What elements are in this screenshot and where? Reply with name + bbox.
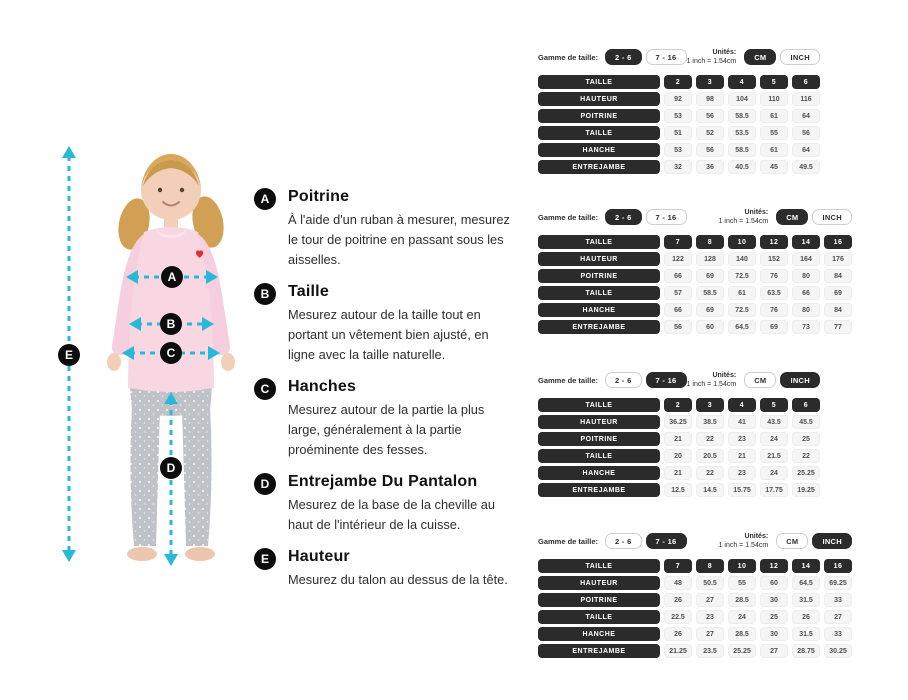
size-value-cell: 69 bbox=[696, 269, 724, 283]
measure-title: Hauteur bbox=[288, 548, 350, 565]
size-col-header: 16 bbox=[824, 235, 852, 249]
measure-letter: C bbox=[260, 382, 270, 396]
row-label-pill: HAUTEUR bbox=[538, 576, 660, 590]
size-value-cell: 36.25 bbox=[664, 415, 692, 429]
size-col-header: 3 bbox=[696, 398, 724, 412]
units-note bbox=[719, 532, 769, 550]
units-label: Unités: bbox=[712, 49, 737, 56]
size-value-cell: 25.25 bbox=[792, 466, 820, 480]
table-row bbox=[538, 320, 852, 334]
size-value-cell: 22.5 bbox=[664, 610, 692, 624]
size-value-cell: 57 bbox=[664, 286, 692, 300]
header-row bbox=[538, 398, 820, 412]
size-value-cell: 84 bbox=[824, 269, 852, 283]
size-value-cell: 27 bbox=[760, 644, 788, 658]
size-value-cell: 36 bbox=[696, 160, 724, 174]
table-row bbox=[538, 286, 852, 300]
size-value-cell: 23 bbox=[696, 610, 724, 624]
size-value-cell: 24 bbox=[728, 610, 756, 624]
size-grid bbox=[538, 235, 852, 334]
size-value-cell: 19.25 bbox=[792, 483, 820, 497]
size-col-header: 4 bbox=[728, 398, 756, 412]
measure-title: Hanches bbox=[288, 378, 357, 395]
size-col-header: 6 bbox=[792, 75, 820, 89]
size-value-cell: 176 bbox=[824, 252, 852, 266]
size-col-header: 3 bbox=[696, 75, 724, 89]
size-grid bbox=[538, 75, 820, 174]
size-value-cell: 14.5 bbox=[696, 483, 724, 497]
size-col-header: 16 bbox=[824, 559, 852, 573]
size-range-label: Gamme de taille: bbox=[538, 52, 599, 62]
table-controls bbox=[538, 208, 852, 226]
measure-title: Taille bbox=[288, 283, 329, 300]
table-row bbox=[538, 415, 820, 429]
size-value-cell: 53 bbox=[664, 109, 692, 123]
range-option-7-16[interactable]: 7 - 16 bbox=[646, 49, 687, 65]
measure-section bbox=[254, 548, 516, 590]
table-row bbox=[538, 432, 820, 446]
size-value-cell: 58.5 bbox=[728, 143, 756, 157]
size-range-label: Gamme de taille: bbox=[538, 536, 599, 546]
size-col-header: 14 bbox=[792, 559, 820, 573]
table-row bbox=[538, 92, 820, 106]
size-value-cell: 40.5 bbox=[728, 160, 756, 174]
measure-letter: E bbox=[260, 552, 269, 566]
measure-description: Mesurez autour de la taille tout en portant un vêtement bien ajusté, en ligne avec la taille naturelle. bbox=[288, 307, 489, 362]
row-label-pill: HANCHE bbox=[538, 143, 660, 157]
range-option-7-16[interactable]: 7 - 16 bbox=[646, 533, 687, 549]
size-value-cell: 21.25 bbox=[664, 644, 692, 658]
size-value-cell: 110 bbox=[760, 92, 788, 106]
row-label-pill: TAILLE bbox=[538, 286, 660, 300]
table-row bbox=[538, 466, 820, 480]
size-value-cell: 76 bbox=[760, 269, 788, 283]
measure-description: Mesurez de la base de la cheville au haut de l'intérieur de la cuisse. bbox=[288, 497, 496, 532]
measure-section bbox=[254, 283, 516, 365]
table-controls bbox=[538, 371, 820, 389]
size-value-cell: 21 bbox=[728, 449, 756, 463]
size-range-label: Gamme de taille: bbox=[538, 212, 599, 222]
size-value-cell: 56 bbox=[664, 320, 692, 334]
size-value-cell: 45.5 bbox=[792, 415, 820, 429]
size-value-cell: 66 bbox=[664, 269, 692, 283]
size-value-cell: 76 bbox=[760, 303, 788, 317]
size-value-cell: 22 bbox=[696, 466, 724, 480]
table-row bbox=[538, 483, 820, 497]
row-label-pill: HAUTEUR bbox=[538, 415, 660, 429]
table-row bbox=[538, 269, 852, 283]
size-value-cell: 25.25 bbox=[728, 644, 756, 658]
size-value-cell: 33 bbox=[824, 593, 852, 607]
size-col-header: 10 bbox=[728, 235, 756, 249]
size-col-header: 2 bbox=[664, 75, 692, 89]
size-value-cell: 116 bbox=[792, 92, 820, 106]
size-value-cell: 69 bbox=[760, 320, 788, 334]
measurement-definitions bbox=[254, 188, 516, 590]
size-value-cell: 60 bbox=[696, 320, 724, 334]
size-value-cell: 72.5 bbox=[728, 303, 756, 317]
row-label-pill: TAILLE bbox=[538, 610, 660, 624]
table-row bbox=[538, 627, 852, 641]
size-col-header: 10 bbox=[728, 559, 756, 573]
size-value-cell: 17.75 bbox=[760, 483, 788, 497]
units-conversion: 1 inch = 1.54cm bbox=[718, 218, 769, 225]
size-value-cell: 51 bbox=[664, 126, 692, 140]
size-col-header: 12 bbox=[760, 559, 788, 573]
range-option-2-6[interactable]: 2 - 6 bbox=[605, 372, 642, 388]
size-value-cell: 30 bbox=[760, 627, 788, 641]
table-row bbox=[538, 593, 852, 607]
size-value-cell: 56 bbox=[792, 126, 820, 140]
size-value-cell: 24 bbox=[760, 466, 788, 480]
size-value-cell: 22 bbox=[792, 449, 820, 463]
size-value-cell: 21.5 bbox=[760, 449, 788, 463]
size-col-header: 2 bbox=[664, 398, 692, 412]
size-value-cell: 55 bbox=[760, 126, 788, 140]
size-value-cell: 164 bbox=[792, 252, 820, 266]
size-value-cell: 63.5 bbox=[760, 286, 788, 300]
table-row bbox=[538, 143, 820, 157]
unit-option-inch[interactable]: INCH bbox=[780, 49, 820, 65]
size-value-cell: 72.5 bbox=[728, 269, 756, 283]
size-value-cell: 122 bbox=[664, 252, 692, 266]
size-value-cell: 31.5 bbox=[792, 627, 820, 641]
size-value-cell: 49.5 bbox=[792, 160, 820, 174]
unit-option-cm[interactable]: CM bbox=[776, 209, 808, 225]
header-row bbox=[538, 75, 820, 89]
size-value-cell: 33 bbox=[824, 627, 852, 641]
size-value-cell: 30.25 bbox=[824, 644, 852, 658]
size-value-cell: 56 bbox=[696, 143, 724, 157]
size-value-cell: 84 bbox=[824, 303, 852, 317]
size-col-header: 6 bbox=[792, 398, 820, 412]
size-value-cell: 61 bbox=[760, 143, 788, 157]
size-col-header: 8 bbox=[696, 235, 724, 249]
size-value-cell: 25 bbox=[792, 432, 820, 446]
size-header-label: TAILLE bbox=[538, 559, 660, 573]
size-header-label: TAILLE bbox=[538, 75, 660, 89]
size-value-cell: 27 bbox=[696, 627, 724, 641]
row-label-pill: POITRINE bbox=[538, 432, 660, 446]
size-value-cell: 53 bbox=[664, 143, 692, 157]
table-row bbox=[538, 644, 852, 658]
table-row bbox=[538, 126, 820, 140]
range-option-7-16[interactable]: 7 - 16 bbox=[646, 372, 687, 388]
size-value-cell: 66 bbox=[792, 286, 820, 300]
measure-section bbox=[254, 378, 516, 460]
size-value-cell: 12.5 bbox=[664, 483, 692, 497]
size-value-cell: 28.75 bbox=[792, 644, 820, 658]
row-label-pill: HANCHE bbox=[538, 466, 660, 480]
measure-title: Entrejambe Du Pantalon bbox=[288, 473, 478, 490]
measure-section bbox=[254, 473, 516, 535]
measure-description: Mesurez autour de la partie la plus large, généralement à la partie proéminente des fesses. bbox=[288, 402, 485, 457]
unit-option-cm[interactable]: CM bbox=[744, 372, 776, 388]
row-label-pill: TAILLE bbox=[538, 449, 660, 463]
size-value-cell: 80 bbox=[792, 303, 820, 317]
row-label-pill: POITRINE bbox=[538, 269, 660, 283]
size-value-cell: 80 bbox=[792, 269, 820, 283]
measure-letter: B bbox=[260, 287, 270, 301]
size-value-cell: 92 bbox=[664, 92, 692, 106]
table-row bbox=[538, 109, 820, 123]
units-label: Unités: bbox=[744, 209, 769, 216]
size-value-cell: 98 bbox=[696, 92, 724, 106]
range-option-7-16[interactable]: 7 - 16 bbox=[646, 209, 687, 225]
size-value-cell: 23 bbox=[728, 432, 756, 446]
row-label-pill: POITRINE bbox=[538, 109, 660, 123]
size-value-cell: 61 bbox=[760, 109, 788, 123]
size-col-header: 5 bbox=[760, 398, 788, 412]
range-option-2-6[interactable]: 2 - 6 bbox=[605, 49, 642, 65]
size-value-cell: 69 bbox=[696, 303, 724, 317]
row-label-pill: POITRINE bbox=[538, 593, 660, 607]
measure-letter: A bbox=[260, 192, 270, 206]
size-col-header: 14 bbox=[792, 235, 820, 249]
units-note bbox=[719, 208, 769, 226]
units-conversion: 1 inch = 1.54cm bbox=[686, 58, 737, 65]
size-value-cell: 38.5 bbox=[696, 415, 724, 429]
row-label-pill: HAUTEUR bbox=[538, 252, 660, 266]
size-value-cell: 45 bbox=[760, 160, 788, 174]
size-value-cell: 24 bbox=[760, 432, 788, 446]
table-controls bbox=[538, 48, 820, 66]
size-value-cell: 23.5 bbox=[696, 644, 724, 658]
measure-description: Mesurez du talon au dessus de la tête. bbox=[288, 572, 508, 587]
measure-description: À l'aide d'un ruban à mesurer, mesurez le tour de poitrine en passant sous les aisselles. bbox=[288, 212, 510, 267]
size-value-cell: 55 bbox=[728, 576, 756, 590]
size-col-header: 12 bbox=[760, 235, 788, 249]
size-value-cell: 66 bbox=[664, 303, 692, 317]
size-value-cell: 53.5 bbox=[728, 126, 756, 140]
size-value-cell: 25 bbox=[760, 610, 788, 624]
size-value-cell: 26 bbox=[664, 627, 692, 641]
size-grid bbox=[538, 398, 820, 497]
table-controls bbox=[538, 532, 852, 550]
table-row bbox=[538, 576, 852, 590]
unit-option-cm[interactable]: CM bbox=[744, 49, 776, 65]
table-row bbox=[538, 160, 820, 174]
size-table bbox=[538, 208, 852, 337]
figure-badge-b: B bbox=[160, 313, 182, 335]
size-value-cell: 23 bbox=[728, 466, 756, 480]
size-value-cell: 56 bbox=[696, 109, 724, 123]
measure-section bbox=[254, 188, 516, 270]
table-row bbox=[538, 252, 852, 266]
size-value-cell: 22 bbox=[696, 432, 724, 446]
size-value-cell: 64.5 bbox=[728, 320, 756, 334]
size-value-cell: 31.5 bbox=[792, 593, 820, 607]
size-col-header: 7 bbox=[664, 235, 692, 249]
size-value-cell: 21 bbox=[664, 432, 692, 446]
unit-option-inch[interactable]: INCH bbox=[812, 209, 852, 225]
size-value-cell: 26 bbox=[792, 610, 820, 624]
size-table bbox=[538, 532, 852, 661]
size-range-label: Gamme de taille: bbox=[538, 375, 599, 385]
size-value-cell: 20 bbox=[664, 449, 692, 463]
range-option-2-6[interactable]: 2 - 6 bbox=[605, 533, 642, 549]
size-value-cell: 60 bbox=[760, 576, 788, 590]
size-col-header: 5 bbox=[760, 75, 788, 89]
figure-badge-d: D bbox=[160, 457, 182, 479]
range-option-2-6[interactable]: 2 - 6 bbox=[605, 209, 642, 225]
size-value-cell: 32 bbox=[664, 160, 692, 174]
size-value-cell: 58.5 bbox=[696, 286, 724, 300]
size-value-cell: 26 bbox=[664, 593, 692, 607]
size-grid bbox=[538, 559, 852, 658]
units-note bbox=[687, 371, 737, 389]
row-label-pill: TAILLE bbox=[538, 126, 660, 140]
measure-letter: D bbox=[260, 477, 270, 491]
units-label: Unités: bbox=[744, 533, 769, 540]
table-row bbox=[538, 303, 852, 317]
size-col-header: 4 bbox=[728, 75, 756, 89]
size-value-cell: 69 bbox=[824, 286, 852, 300]
size-value-cell: 27 bbox=[696, 593, 724, 607]
unit-option-cm[interactable]: CM bbox=[776, 533, 808, 549]
size-value-cell: 48 bbox=[664, 576, 692, 590]
size-col-header: 7 bbox=[664, 559, 692, 573]
row-label-pill: ENTREJAMBE bbox=[538, 320, 660, 334]
size-header-label: TAILLE bbox=[538, 235, 660, 249]
measure-title: Poitrine bbox=[288, 188, 350, 205]
size-value-cell: 52 bbox=[696, 126, 724, 140]
size-value-cell: 30 bbox=[760, 593, 788, 607]
size-table bbox=[538, 48, 820, 177]
size-value-cell: 140 bbox=[728, 252, 756, 266]
size-table bbox=[538, 371, 820, 500]
size-value-cell: 27 bbox=[824, 610, 852, 624]
header-row bbox=[538, 235, 852, 249]
figure-badge-e: E bbox=[58, 344, 80, 366]
size-value-cell: 64.5 bbox=[792, 576, 820, 590]
size-value-cell: 128 bbox=[696, 252, 724, 266]
row-label-pill: HANCHE bbox=[538, 303, 660, 317]
size-value-cell: 61 bbox=[728, 286, 756, 300]
size-value-cell: 69.25 bbox=[824, 576, 852, 590]
unit-option-inch[interactable]: INCH bbox=[812, 533, 852, 549]
row-label-pill: ENTREJAMBE bbox=[538, 644, 660, 658]
size-value-cell: 41 bbox=[728, 415, 756, 429]
size-value-cell: 152 bbox=[760, 252, 788, 266]
size-value-cell: 64 bbox=[792, 143, 820, 157]
size-header-label: TAILLE bbox=[538, 398, 660, 412]
size-value-cell: 58.5 bbox=[728, 109, 756, 123]
row-label-pill: ENTREJAMBE bbox=[538, 160, 660, 174]
size-value-cell: 28.5 bbox=[728, 593, 756, 607]
figure-badge-c: C bbox=[160, 342, 182, 364]
units-conversion: 1 inch = 1.54cm bbox=[686, 381, 737, 388]
child-figure-area bbox=[30, 138, 260, 588]
size-value-cell: 73 bbox=[792, 320, 820, 334]
table-row bbox=[538, 610, 852, 624]
row-label-pill: HANCHE bbox=[538, 627, 660, 641]
size-value-cell: 20.5 bbox=[696, 449, 724, 463]
table-row bbox=[538, 449, 820, 463]
size-value-cell: 77 bbox=[824, 320, 852, 334]
size-value-cell: 43.5 bbox=[760, 415, 788, 429]
units-note bbox=[687, 48, 737, 66]
size-value-cell: 21 bbox=[664, 466, 692, 480]
size-value-cell: 50.5 bbox=[696, 576, 724, 590]
row-label-pill: ENTREJAMBE bbox=[538, 483, 660, 497]
units-label: Unités: bbox=[712, 372, 737, 379]
figure-badge-a: A bbox=[161, 266, 183, 288]
unit-option-inch[interactable]: INCH bbox=[780, 372, 820, 388]
size-value-cell: 64 bbox=[792, 109, 820, 123]
size-value-cell: 28.5 bbox=[728, 627, 756, 641]
header-row bbox=[538, 559, 852, 573]
units-conversion: 1 inch = 1.54cm bbox=[718, 542, 769, 549]
row-label-pill: HAUTEUR bbox=[538, 92, 660, 106]
size-col-header: 8 bbox=[696, 559, 724, 573]
size-value-cell: 15.75 bbox=[728, 483, 756, 497]
size-value-cell: 104 bbox=[728, 92, 756, 106]
